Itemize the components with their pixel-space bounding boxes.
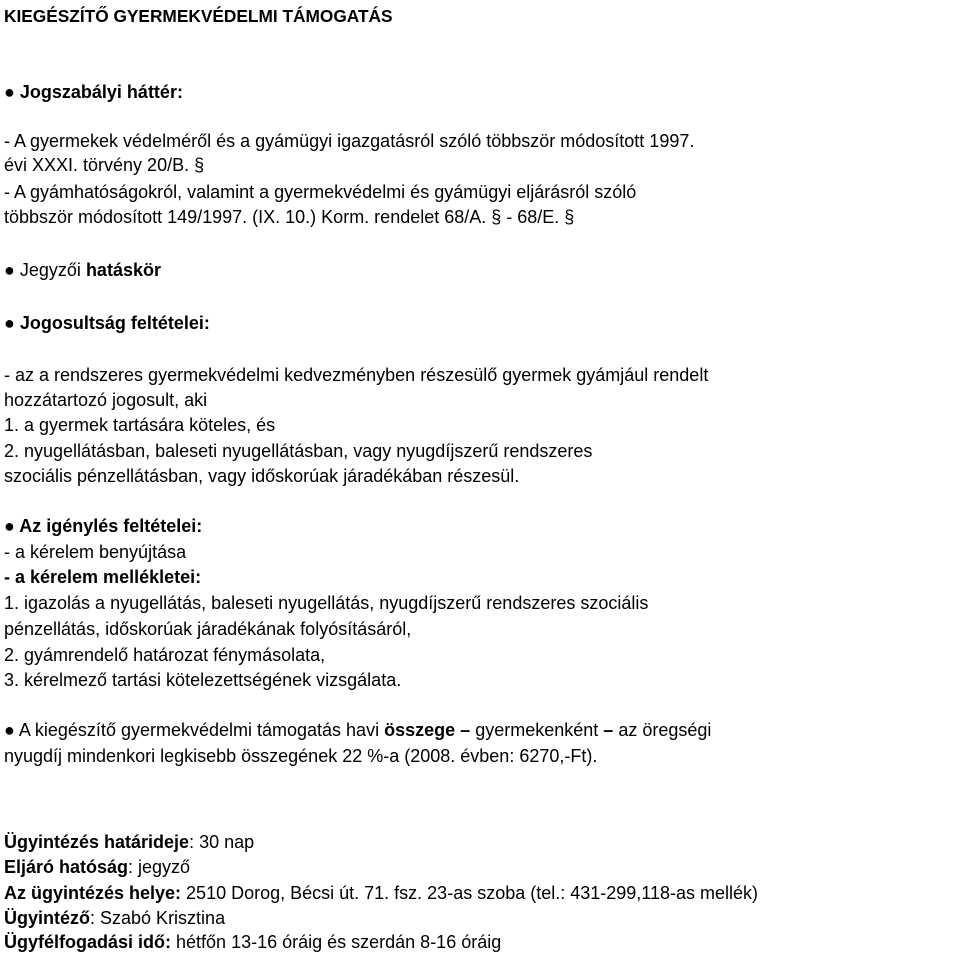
- bullet: ●: [4, 720, 15, 740]
- authority-prefix: Jegyzői: [19, 260, 81, 280]
- info-hours: [4, 930, 501, 954]
- authority-value: : jegyző: [128, 857, 191, 877]
- legal-line-2: évi XXXI. törvény 20/B. §: [4, 155, 205, 175]
- eligibility-heading: [4, 311, 210, 335]
- amount-bold: összege: [384, 720, 456, 740]
- legal-background-heading: [4, 80, 183, 104]
- amount-dash-1: –: [460, 720, 471, 740]
- info-deadline: [4, 830, 254, 854]
- bullet: ●: [4, 516, 15, 536]
- authority-label: Eljáró hatóság: [4, 857, 129, 877]
- eligibility-heading-text: Jogosultság feltételei:: [19, 313, 210, 333]
- attachment-line-2: pénzellátás, időskorúak járadékának folyósításáról,: [4, 619, 412, 639]
- attachment-line-3: 2. gyámrendelő határozat fénymásolata,: [4, 645, 326, 665]
- legal-line-1: - A gyermekek védelméről és a gyámügyi igazgatásról szóló többször módosított 1997.: [4, 131, 695, 151]
- officer-label: Ügyintéző: [4, 908, 91, 928]
- info-officer: [4, 906, 225, 930]
- bullet: ●: [4, 260, 15, 280]
- eligibility-line-5: szociális pénzellátásban, vagy időskorúak járadékában részesül.: [4, 466, 520, 486]
- attachment-line-4: 3. kérelmező tartási kötelezettségének vizsgálata.: [4, 670, 402, 690]
- legal-background-heading-text: Jogszabályi háttér:: [19, 82, 183, 102]
- eligibility-line-2: hozzátartozó jogosult, aki: [4, 390, 208, 410]
- place-value: 2510 Dorog, Bécsi út. 71. fsz. 23-as szoba (tel.: 431-299,118-as mellék): [181, 883, 759, 903]
- amount-line-1: [4, 718, 711, 742]
- bullet: ●: [4, 82, 15, 102]
- hours-label: Ügyfélfogadási idő:: [4, 932, 172, 952]
- officer-value: : Szabó Krisztina: [90, 908, 226, 928]
- legal-line-4: többször módosított 149/1997. (IX. 10.) Korm. rendelet 68/A. § - 68/E. §: [4, 207, 575, 227]
- hours-value: hétfőn 13-16 óráig és szerdán 8-16 óráig: [171, 932, 502, 952]
- legal-line-3: - A gyámhatóságokról, valamint a gyermekvédelmi és gyámügyi eljárásról szóló: [4, 182, 637, 202]
- authority-heading: [4, 258, 161, 282]
- page-title: KIEGÉSZÍTŐ GYERMEKVÉDELMI TÁMOGATÁS: [4, 6, 393, 26]
- amount-dash-2: –: [603, 720, 614, 740]
- place-label: Az ügyintézés helye:: [4, 883, 182, 903]
- authority-bold: hatáskör: [85, 260, 161, 280]
- claim-line-1: - a kérelem benyújtása: [4, 542, 187, 562]
- amount-part-1: A kiegészítő gyermekvédelmi támogatás havi: [18, 720, 380, 740]
- bullet: ●: [4, 313, 15, 333]
- deadline-value: : 30 nap: [189, 832, 255, 852]
- attachments-heading: - a kérelem mellékletei:: [4, 567, 202, 587]
- claim-heading-text: Az igénylés feltételei:: [19, 516, 203, 536]
- info-authority: [4, 855, 190, 879]
- amount-part-2: gyermekenként: [475, 720, 599, 740]
- amount-part-3: az öregségi: [618, 720, 712, 740]
- eligibility-line-3: 1. a gyermek tartására köteles, és: [4, 415, 276, 435]
- eligibility-line-1: - az a rendszeres gyermekvédelmi kedvezményben részesülő gyermek gyámjául rendelt: [4, 365, 709, 385]
- claim-heading: [4, 514, 202, 538]
- attachment-line-1: 1. igazolás a nyugellátás, baleseti nyugellátás, nyugdíjszerű rendszeres szociális: [4, 593, 649, 613]
- deadline-label: Ügyintézés határideje: [4, 832, 190, 852]
- info-place: [4, 881, 758, 905]
- eligibility-line-4: 2. nyugellátásban, baleseti nyugellátásban, vagy nyugdíjszerű rendszeres: [4, 441, 593, 461]
- amount-line-2: nyugdíj mindenkori legkisebb összegének 22 %-a (2008. évben: 6270,-Ft).: [4, 746, 598, 766]
